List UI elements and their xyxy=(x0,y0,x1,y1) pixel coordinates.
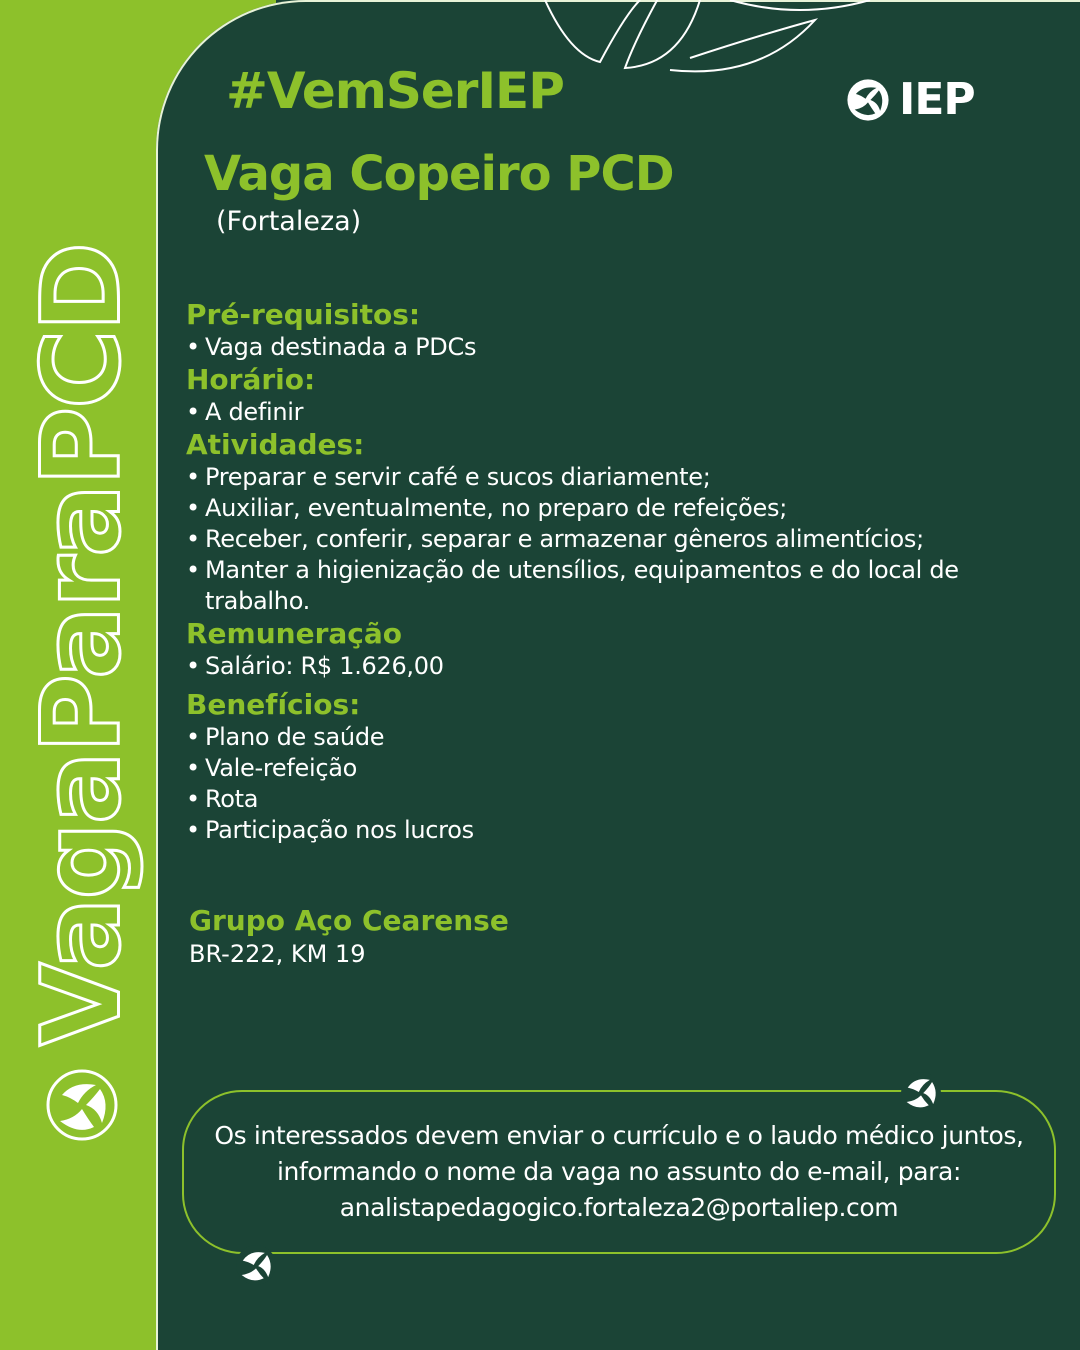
section-heading-schedule: Horário: xyxy=(186,363,316,396)
notice-line: informando o nome da vaga no assunto do e-mail, para: xyxy=(277,1157,961,1186)
section-heading-remuneration: Remuneração xyxy=(186,617,403,650)
benefits-list xyxy=(186,722,966,846)
iep-leaf-logo-icon xyxy=(235,1244,277,1286)
contact-email[interactable]: analistapedagogico.fortaleza2@portaliep.com xyxy=(339,1193,899,1222)
application-notice xyxy=(182,1090,1056,1254)
notice-line: Os interessados devem enviar o currículo e o laudo médico juntos, xyxy=(214,1121,1024,1150)
brand-name: IEP xyxy=(899,74,975,125)
section-heading-prerequisites: Pré-requisitos: xyxy=(186,298,421,331)
list-item: • Manter a higienização de utensílios, equipamentos e do local de trabalho. xyxy=(186,555,966,617)
list-item: • Salário: R$ 1.626,00 xyxy=(186,651,966,682)
iep-leaf-logo-icon xyxy=(900,1071,942,1113)
company-name: Grupo Aço Cearense xyxy=(189,904,509,937)
company-address: BR-222, KM 19 xyxy=(189,940,366,968)
vertical-title: VagaParaPCD xyxy=(19,243,145,1047)
remuneration-list xyxy=(186,651,966,682)
activities-list xyxy=(186,462,966,617)
list-item: • Preparar e servir café e sucos diariamente; xyxy=(186,462,966,493)
section-heading-benefits: Benefícios: xyxy=(186,688,361,721)
prerequisites-list xyxy=(186,332,966,363)
hashtag: #VemSerIEP xyxy=(226,62,564,120)
list-item: • Rota xyxy=(186,784,966,815)
list-item: • Vale-refeição xyxy=(186,753,966,784)
iep-leaf-logo-icon xyxy=(845,77,891,123)
list-item: • Auxiliar, eventualmente, no preparo de refeições; xyxy=(186,493,966,524)
schedule-list xyxy=(186,397,966,428)
brand-logo xyxy=(845,74,975,125)
section-heading-activities: Atividades: xyxy=(186,428,365,461)
list-item: • Receber, conferir, separar e armazenar gêneros alimentícios; xyxy=(186,524,966,555)
job-details xyxy=(186,298,966,846)
list-item: • Participação nos lucros xyxy=(186,815,966,846)
job-location: (Fortaleza) xyxy=(216,206,362,237)
list-item: • A definir xyxy=(186,397,966,428)
list-item: • Plano de saúde xyxy=(186,722,966,753)
job-title: Vaga Copeiro PCD xyxy=(204,146,674,202)
list-item: • Vaga destinada a PDCs xyxy=(186,332,966,363)
iep-leaf-logo-icon xyxy=(44,1067,120,1143)
